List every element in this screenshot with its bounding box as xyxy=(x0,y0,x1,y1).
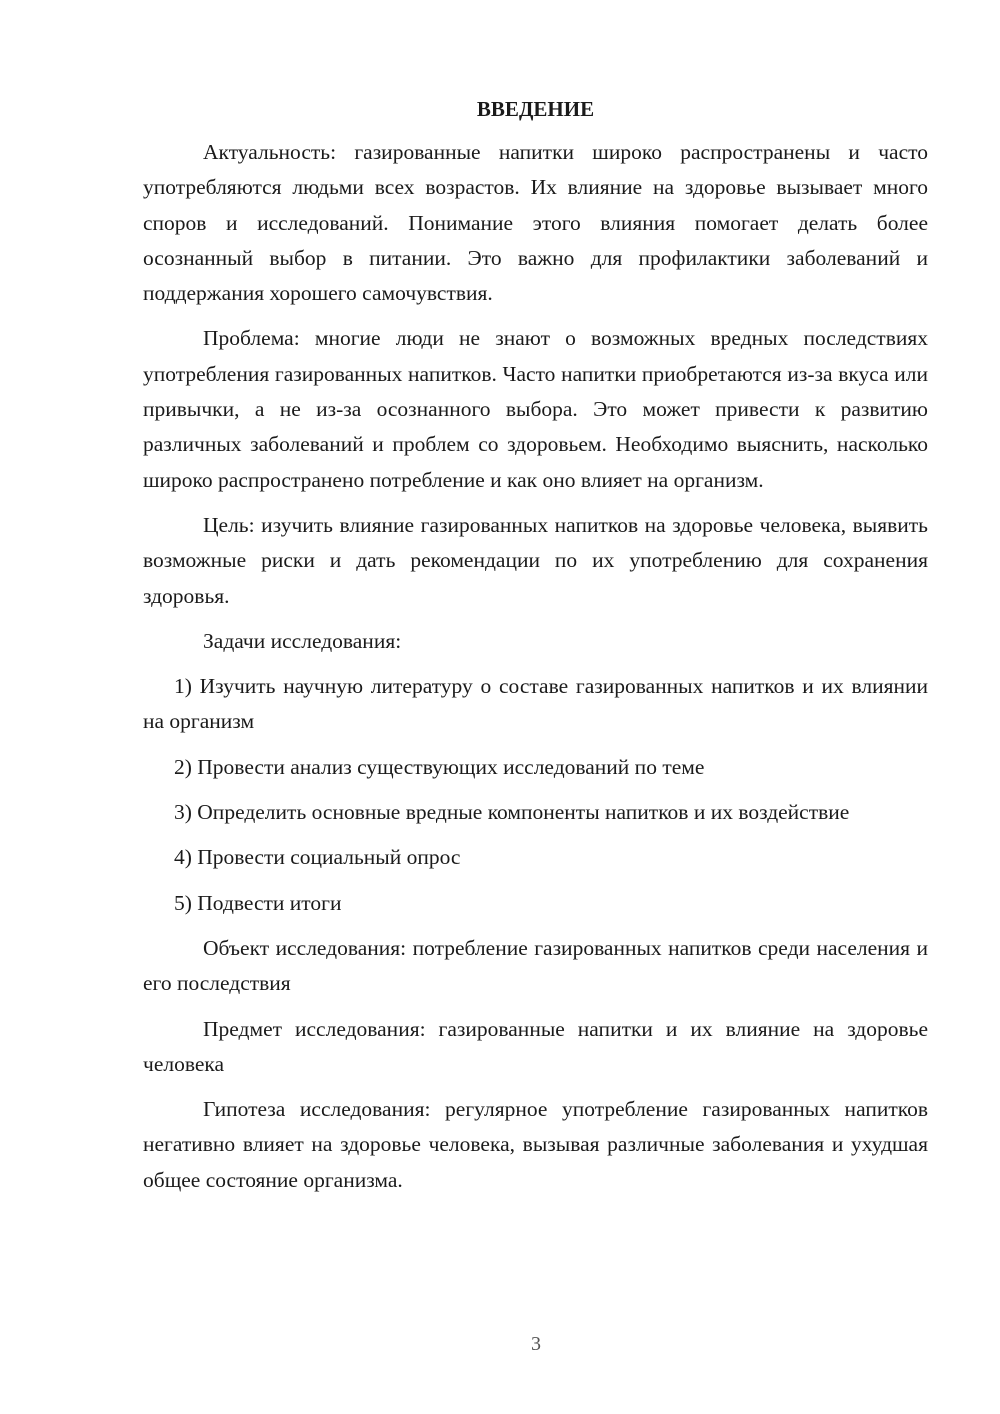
task-item-5: 5) Подвести итоги xyxy=(174,890,342,915)
goal-paragraph: Цель: изучить влияние газированных напитков на здоровье человека, выявить возможные риски и дать рекомендации по их употреблению для сохранения здоровья. xyxy=(143,512,928,608)
task-item-3: 3) Определить основные вредные компоненты напитков и их воздействие xyxy=(174,800,850,825)
task-item-4: 4) Провести социальный опрос xyxy=(174,845,461,870)
object-paragraph: Объект исследования: потребление газированных напитков среди населения и его последствия xyxy=(143,935,928,996)
task-item-2: 2) Провести анализ существующих исследований по теме xyxy=(174,754,705,779)
relevance-paragraph: Актуальность: газированные напитки широко распространены и часто употребляются людьми всех возрастов. Их влияние на здоровье вызывает много споров и исследований. Понимание этого влияния помогает делать более осознанный выбор в питании. Это важно для профилактики заболеваний и поддержания хорошего самочувствия. xyxy=(143,140,928,306)
page-number: 3 xyxy=(531,1333,541,1355)
subject-paragraph: Предмет исследования: газированные напитки и их влияние на здоровье человека xyxy=(143,1016,928,1076)
tasks-label: Задачи исследования: xyxy=(203,628,402,653)
document-page xyxy=(143,92,928,1208)
problem-paragraph: Проблема: многие люди не знают о возможных вредных последствиях употребления газированных напитков. Часто напитки приобретаются из-за вкуса или привычки, а не из-за осознанного выбора. Это может привести к развитию различных заболеваний и проблем со здоровьем. Необходимо выяснить, насколько широко распространено потребление и как оно влияет на организм. xyxy=(143,326,928,492)
task-item-1: 1) Изучить научную литературу о составе газированных напитков и их влиянии на организм xyxy=(143,674,928,734)
hypothesis-paragraph: Гипотеза исследования: регулярное употребление газированных напитков негативно влияет на здоровье человека, вызывая различные заболевания и ухудшая общее состояние организма. xyxy=(143,1097,928,1192)
page-title: ВВЕДЕНИЕ xyxy=(476,97,595,121)
